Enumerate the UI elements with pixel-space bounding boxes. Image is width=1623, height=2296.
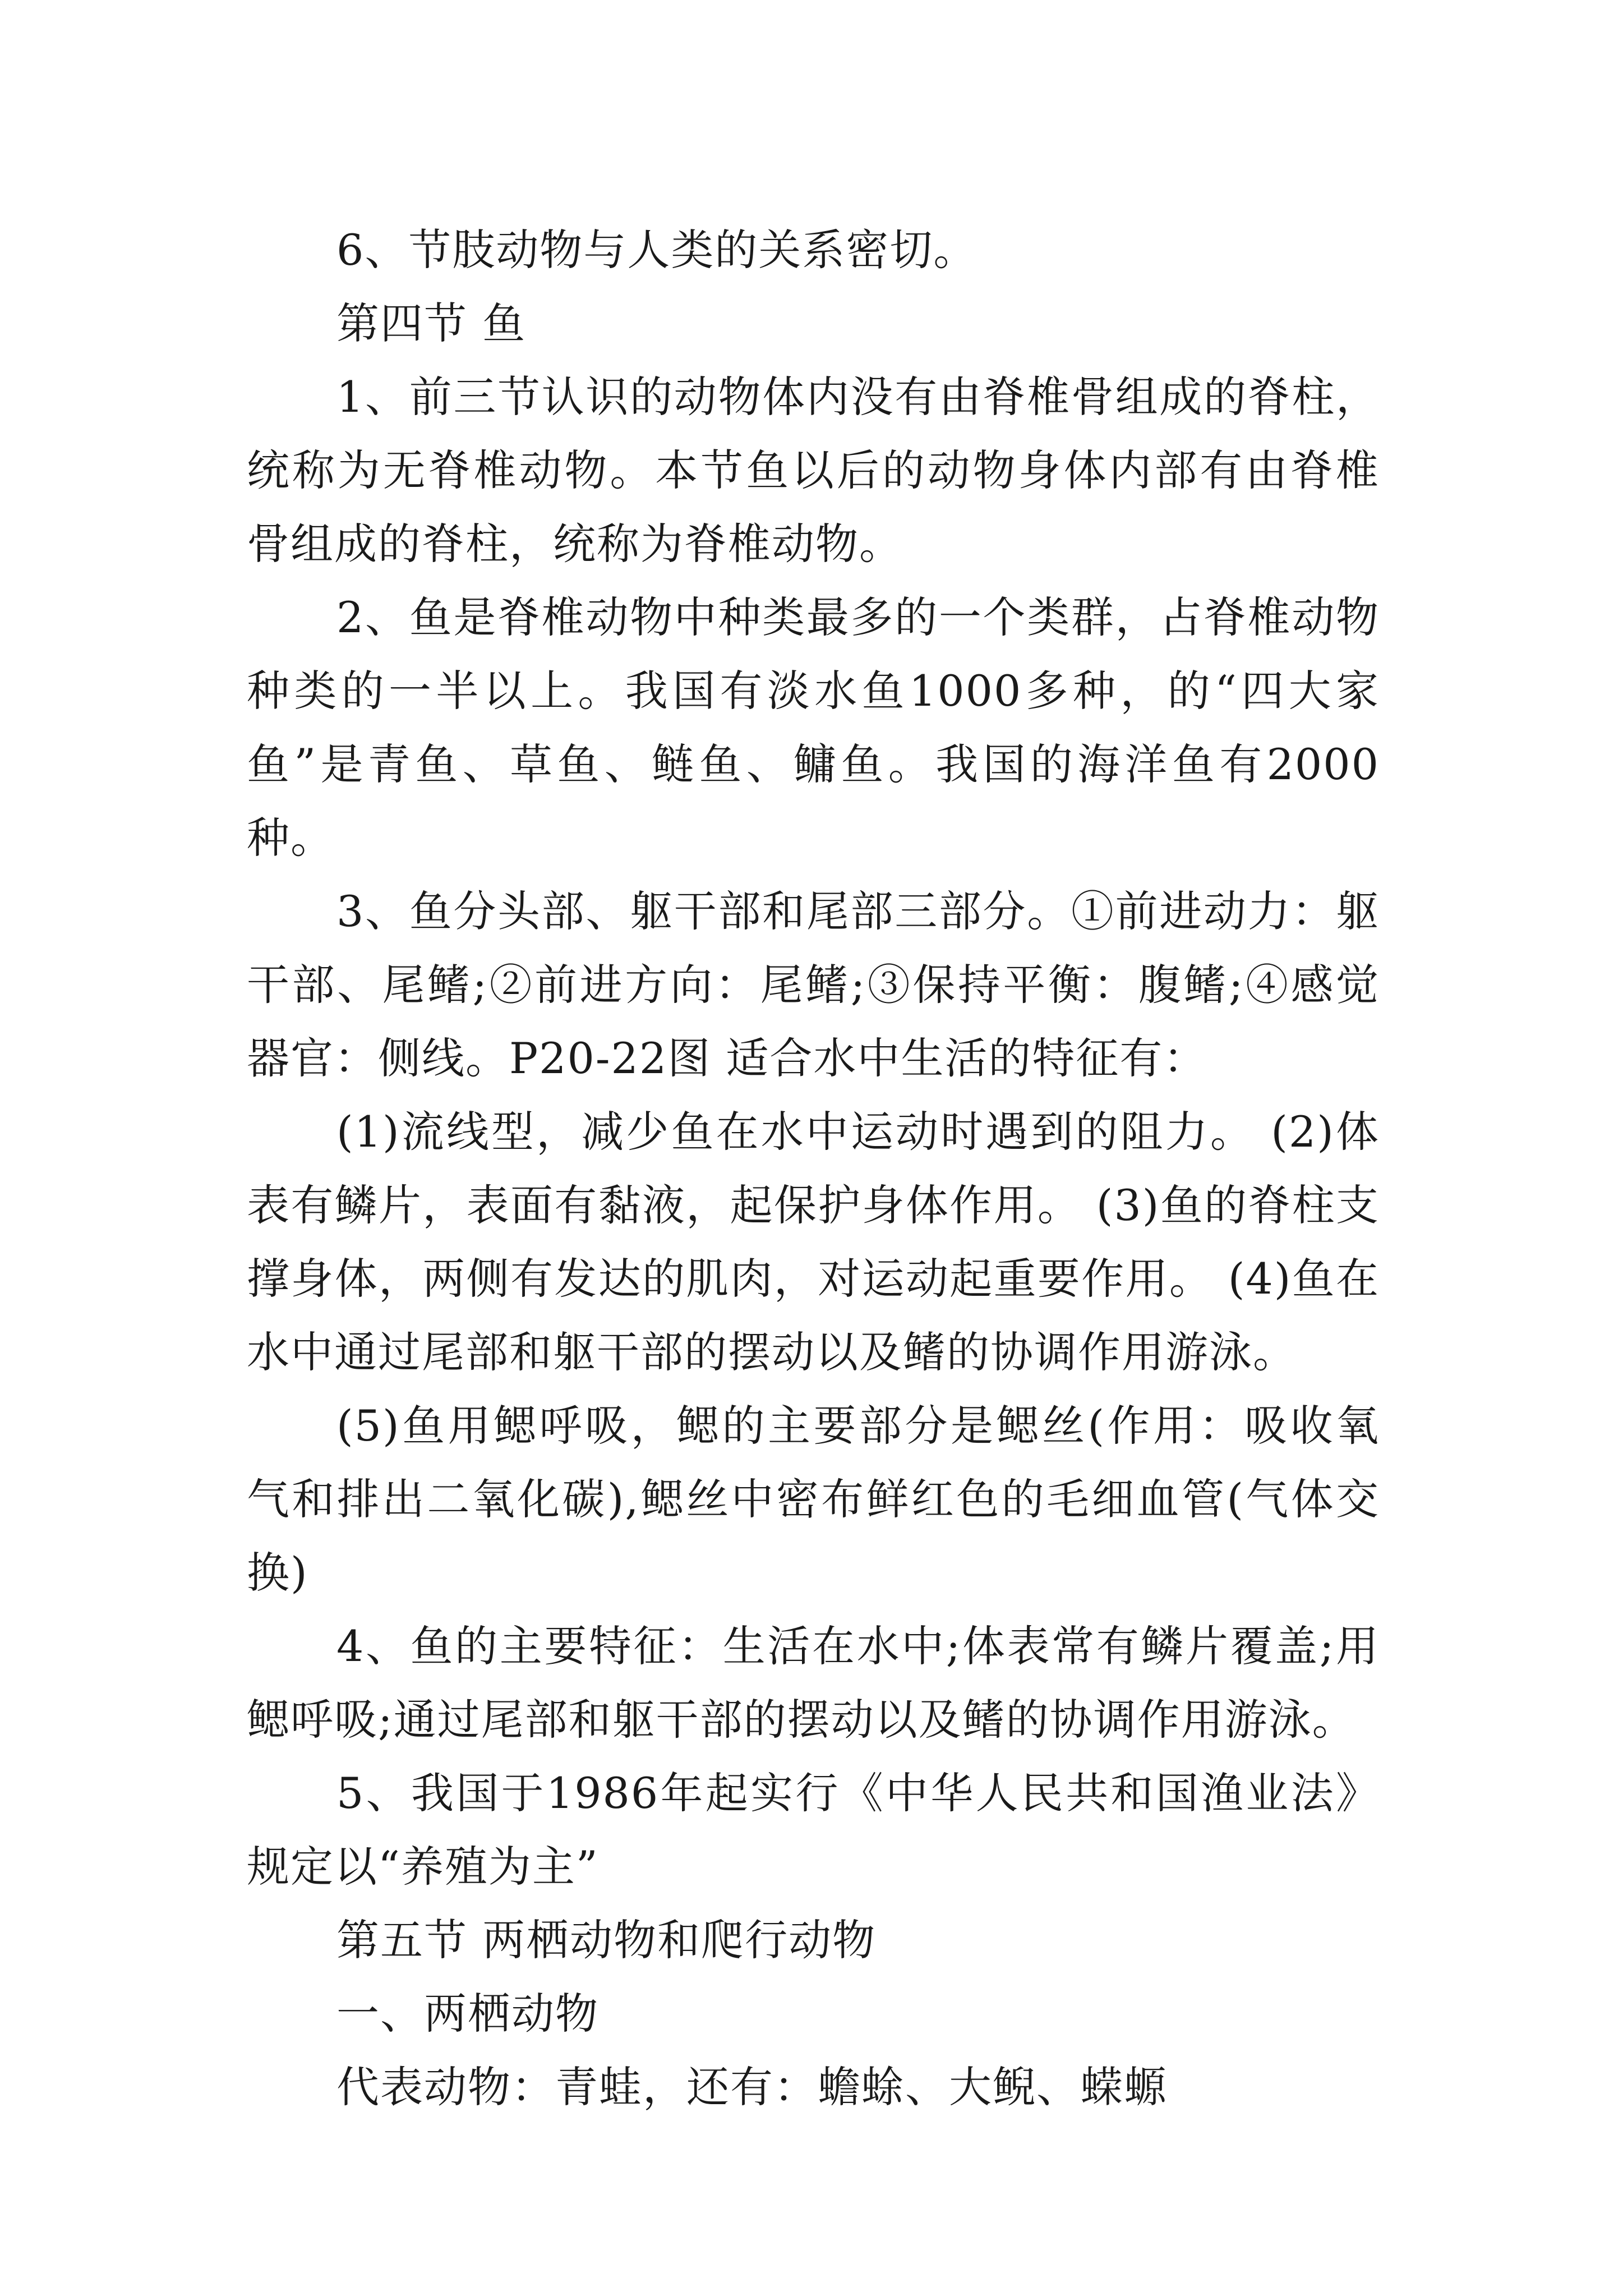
paragraph-9: 代表动物：青蛙，还有：蟾蜍、大鲵、蝾螈 [336, 2062, 1168, 2112]
paragraph-7: 4、鱼的主要特征：生活在水中;体表常有鳞片覆盖;用鳃呼吸;通过尾部和躯干部的摆动以及鳍的协调作用游泳。 [247, 1621, 1380, 1745]
paragraph-1: 6、节肢动物与人类的关系密切。 [336, 225, 978, 275]
paragraph-8: 5、我国于1986年起实行《中华人民共和国渔业法》规定以“养殖为主” [247, 1768, 1380, 1892]
paragraph-4: 3、鱼分头部、躯干部和尾部三部分。①前进动力：躯干部、尾鳍;②前进方向：尾鳍;③保持平衡：腹鳍;④感觉器官：侧线。P20-22图 适合水中生活的特征有： [247, 886, 1380, 1083]
section-heading-4: 第四节 鱼 [336, 298, 527, 348]
paragraph-2: 1、前三节认识的动物体内没有由脊椎骨组成的脊柱，统称为无脊椎动物。本节鱼以后的动物身体内部有由脊椎骨组成的脊柱，统称为脊椎动物。 [247, 372, 1380, 569]
paragraph-5: (1)流线型，减少鱼在水中运动时遇到的阻力。 (2)体表有鳞片，表面有黏液，起保护身体作用。 (3)鱼的脊柱支撑身体，两侧有发达的肌肉，对运动起重要作用。 (4)鱼在水中通过尾部和躯干部的摆动以及鳍的协调作用游泳。 [247, 1107, 1380, 1377]
paragraph-3: 2、鱼是脊椎动物中种类最多的一个类群，占脊椎动物种类的一半以上。我国有淡水鱼1000多种，的“四大家鱼”是青鱼、草鱼、鲢鱼、鳙鱼。我国的海洋鱼有2000种。 [247, 592, 1380, 863]
paragraph-6: (5)鱼用鳃呼吸，鳃的主要部分是鳃丝(作用：吸收氧气和排出二氧化碳),鳃丝中密布鲜红色的毛细血管(气体交换) [247, 1401, 1380, 1598]
document-body [247, 213, 1380, 2124]
section-heading-5: 第五节 两栖动物和爬行动物 [336, 1915, 877, 1965]
subsection-heading: 一、两栖动物 [336, 1989, 599, 2039]
